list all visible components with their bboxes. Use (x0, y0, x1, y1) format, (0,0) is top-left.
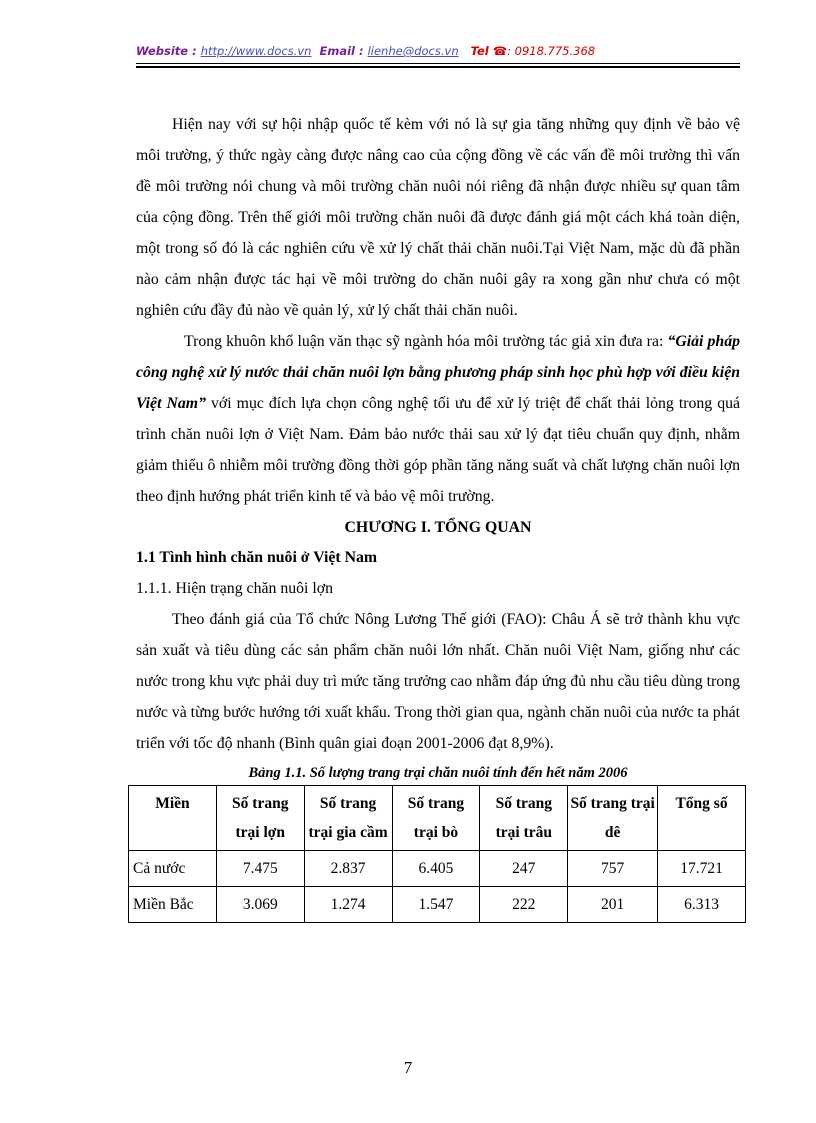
table-cell: 1.547 (392, 887, 480, 923)
paragraph-intro: Hiện nay với sự hội nhập quốc tế kèm với nó là sự gia tăng những quy định về bảo vệ môi trường, ý thức ngày càng được nâng cao của cộng đồng về các vấn đề môi trường thì vấn đề môi trường nói chung và môi trường chăn nuôi nói riêng đã nhận được nhiều sự quan tâm của cộng đồng. Trên thế giới môi trường chăn nuôi đã được đánh giá một cách khá toàn diện, một trong số đó là các nghiên cứu về xử lý chất thải chăn nuôi.Tại Việt Nam, mặc dù đã phần nào cảm nhận được tác hại về môi trường do chăn nuôi gây ra xong gần như chưa có một nghiên cứu đầy đủ nào về quản lý, xử lý chất thải chăn nuôi. (136, 116, 740, 319)
table-cell: 6.313 (658, 887, 746, 923)
table-cell: 2.837 (304, 851, 392, 887)
thesis-title: “Giải pháp công nghệ xử lý nước thải chăn nuôi lợn bằng phương pháp sinh học phù hợp với điều kiện Việt Nam” (136, 333, 740, 412)
table-header-cell: Số trang trại gia cầm (304, 786, 392, 851)
page-header (136, 44, 740, 58)
table-header-cell: Số trang trại lợn (216, 786, 304, 851)
table-cell: 201 (568, 887, 658, 923)
table-cell: 7.475 (216, 851, 304, 887)
paragraph-fao: Theo đánh giá của Tổ chức Nông Lương Thế giới (FAO): Châu Á sẽ trở thành khu vực sản xuất và tiêu dùng các sản phẩm chăn nuôi lớn nhất. Chăn nuôi Việt Nam, giống như các nước trong khu vực phải duy trì mức tăng trưởng cao nhằm đáp ứng đủ nhu cầu tiêu dùng trong nước và từng bước hướng tới xuất khẩu. Trong thời gian qua, ngành chăn nuôi của nước ta phát triển với tốc độ nhanh (Bình quân giai đoạn 2001-2006 đạt 8,9%). (136, 611, 740, 752)
table-header-cell: Tổng số (658, 786, 746, 851)
website-link[interactable]: http://www.docs.vn (200, 44, 312, 58)
website-label: Website : (136, 44, 197, 58)
table-header-row (129, 786, 746, 851)
header-rule-thin (136, 63, 740, 64)
email-link[interactable]: lienhe@docs.vn (367, 44, 459, 58)
page-body (133, 109, 740, 923)
section-heading: 1.1 Tình hình chăn nuôi ở Việt Nam (136, 549, 378, 566)
telephone-icon: ☎ (492, 44, 508, 58)
table-cell: Miền Bắc (129, 887, 217, 923)
farm-count-table (128, 785, 746, 923)
table-cell: 222 (480, 887, 568, 923)
table-cell: 247 (480, 851, 568, 887)
tel-number: : 0918.775.368 (507, 44, 596, 58)
table-row (129, 851, 746, 887)
table-cell: 6.405 (392, 851, 480, 887)
page-number: 7 (403, 1058, 413, 1077)
table-cell: 757 (568, 851, 658, 887)
table-header-cell: Số trang trại trâu (480, 786, 568, 851)
table-header-cell: Số trang trại dê (568, 786, 658, 851)
subsection-heading: 1.1.1. Hiện trạng chăn nuôi lợn (136, 580, 333, 597)
thesis-rest: với mục đích lựa chọn công nghệ tối ưu để xử lý triệt để chất thải lỏng trong quá trình chăn nuôi lợn ở Việt Nam. Đảm bảo nước thải sau xử lý đạt tiêu chuẩn quy định, nhằm giảm thiểu ô nhiễm môi trường đồng thời góp phần tăng năng suất và chất lượng chăn nuôi lợn theo định hướng phát triển kinh tế và bảo vệ môi trường. (136, 395, 740, 505)
table-cell: Cả nước (129, 851, 217, 887)
thesis-intro: Trong khuôn khổ luận văn thạc sỹ ngành hóa môi trường tác giả xin đưa ra: (184, 333, 664, 350)
table-cell: 17.721 (658, 851, 746, 887)
table-cell: 3.069 (216, 887, 304, 923)
chapter-heading: CHƯƠNG I. TỔNG QUAN (344, 519, 532, 536)
paragraph-thesis (136, 326, 740, 512)
tel-label: Tel (470, 44, 489, 58)
table-caption: Bảng 1.1. Số lượng trang trại chăn nuôi tính đến hết năm 2006 (248, 765, 628, 781)
table-row (129, 887, 746, 923)
table-header-cell: Số trang trại bò (392, 786, 480, 851)
table-cell: 1.274 (304, 887, 392, 923)
table-header-cell: Miền (129, 786, 217, 851)
header-rule-thick (136, 66, 740, 68)
email-label: Email : (319, 44, 364, 58)
